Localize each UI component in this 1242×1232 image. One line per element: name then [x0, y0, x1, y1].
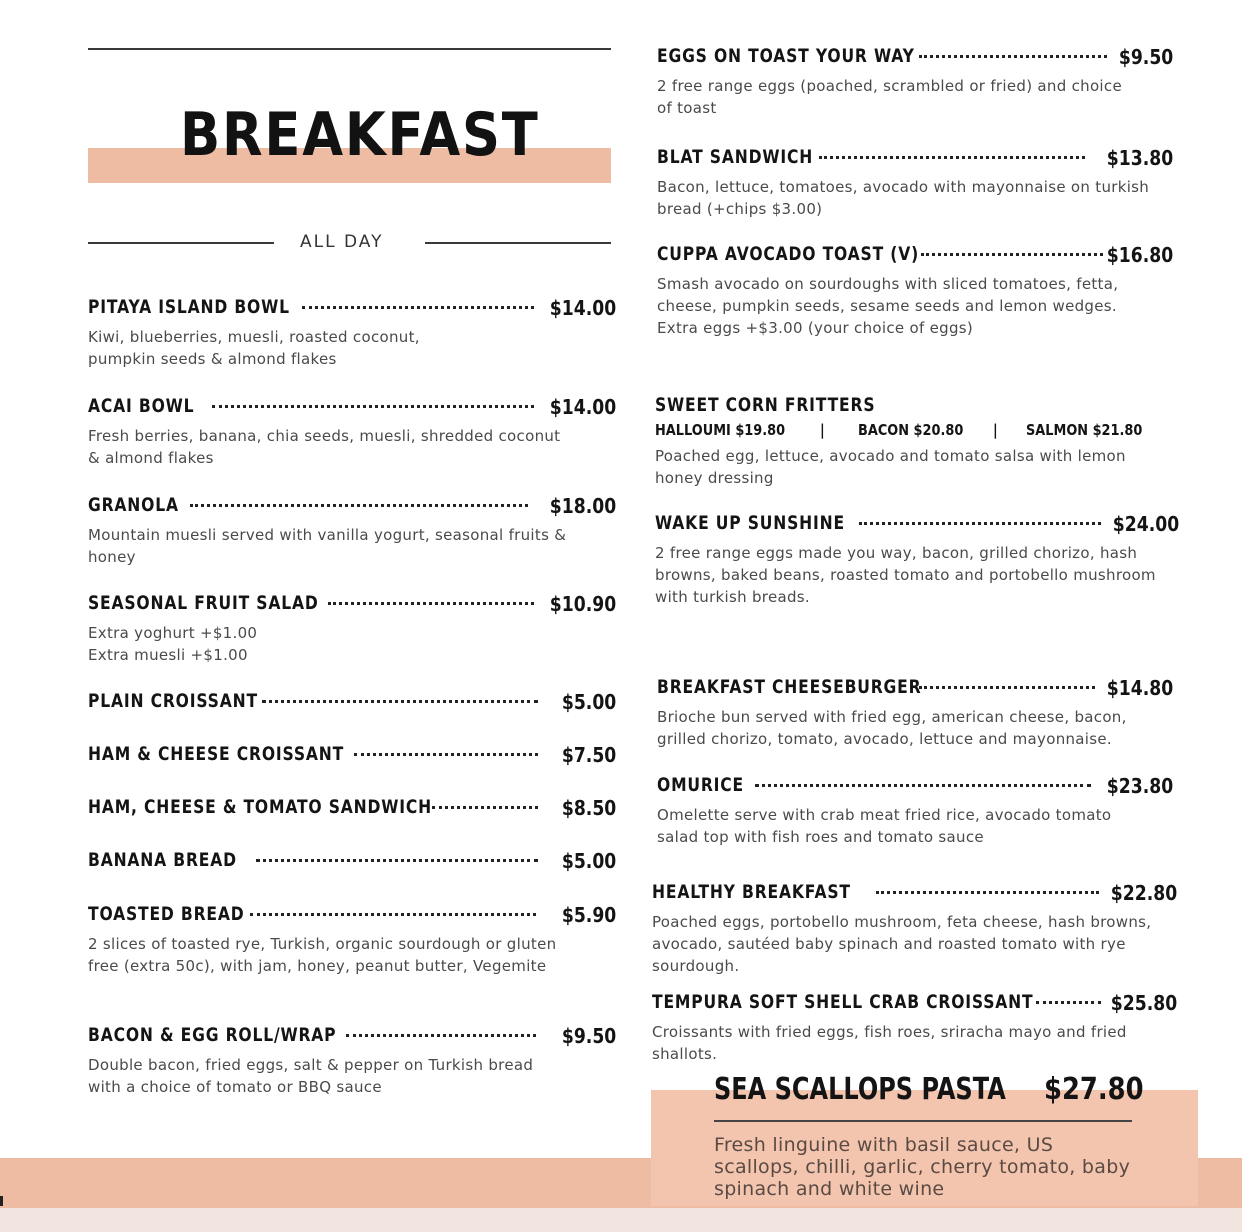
- leader-dots: [859, 522, 1101, 525]
- menu-item-plain-croissant: [88, 690, 616, 720]
- item-name: WAKE UP SUNSHINE: [655, 512, 845, 534]
- menu-item-ham-cheese-croissant: [88, 743, 616, 773]
- special-divider: [714, 1120, 1132, 1122]
- item-description: Smash avocado on sourdoughs with sliced tomatoes, fetta, cheese, pumpkin seeds, sesame seeds and lemon wedges. Extra eggs +$3.00 (your choice of eggs): [657, 275, 1119, 337]
- item-price: $24.00: [1112, 512, 1179, 536]
- item-name: BACON & EGG ROLL/WRAP: [88, 1024, 337, 1046]
- item-description-line: Extra muesli +$1.00: [88, 646, 248, 664]
- item-name: PLAIN CROISSANT: [88, 690, 258, 712]
- item-description: Bacon, lettuce, tomatoes, avocado with mayonnaise on turkish bread (+chips $3.00): [657, 178, 1150, 218]
- leader-dots: [190, 504, 528, 507]
- item-price: $8.50: [561, 796, 616, 820]
- item-price: $9.50: [1118, 45, 1173, 69]
- menu-item-eggs-on-toast: [657, 45, 1173, 119]
- edge-mark: [0, 1196, 3, 1206]
- menu-item-granola: [88, 494, 616, 568]
- page-title: BREAKFAST: [180, 100, 540, 170]
- special-item-description: Fresh linguine with basil sauce, US scallops, chilli, garlic, cherry tomato, baby spinach and white wine: [714, 1134, 1131, 1200]
- menu-item-banana-bread: [88, 849, 616, 879]
- menu-item-pitaya-island-bowl: [88, 296, 616, 370]
- footer-floor: [0, 1208, 1242, 1232]
- item-description: Poached egg, lettuce, avocado and tomato salsa with lemon honey dressing: [655, 447, 1126, 487]
- leader-dots: [919, 55, 1107, 58]
- item-description: Double bacon, fried eggs, salt & pepper on Turkish bread with a choice of tomato or BBQ sauce: [88, 1056, 534, 1096]
- leader-dots: [432, 806, 538, 809]
- item-name: CUPPA AVOCADO TOAST (V): [657, 243, 920, 265]
- item-name: TEMPURA SOFT SHELL CRAB CROISSANT: [652, 991, 1034, 1013]
- menu-item-acai-bowl: [88, 395, 616, 469]
- item-price: $18.00: [549, 494, 616, 518]
- item-price: $10.90: [549, 592, 616, 616]
- item-description: Brioche bun served with fried egg, american cheese, bacon, grilled chorizo, tomato, avocado, lettuce and mayonnaise.: [657, 708, 1127, 748]
- item-price: $16.80: [1106, 243, 1173, 267]
- item-description: Fresh berries, banana, chia seeds, muesli, shredded coconut & almond flakes: [88, 427, 561, 467]
- leader-dots: [1036, 1001, 1101, 1004]
- item-price: $14.00: [549, 395, 616, 419]
- leader-dots: [328, 602, 534, 605]
- item-price: $9.50: [561, 1024, 616, 1048]
- item-name: BREAKFAST CHEESEBURGER: [657, 676, 922, 698]
- item-price: $14.00: [549, 296, 616, 320]
- menu-item-tempura-soft-shell-crab-croissant: [652, 991, 1177, 1065]
- item-name: HEALTHY BREAKFAST: [652, 881, 851, 903]
- menu-item-cuppa-avocado-toast: [657, 243, 1173, 339]
- item-name: ACAI BOWL: [88, 395, 195, 417]
- item-name: HAM & CHEESE CROISSANT: [88, 743, 345, 765]
- item-name: GRANOLA: [88, 494, 179, 516]
- leader-dots: [919, 686, 1095, 689]
- leader-dots: [354, 753, 538, 756]
- item-price: $23.80: [1106, 774, 1173, 798]
- item-name: BANANA BREAD: [88, 849, 237, 871]
- item-name: PITAYA ISLAND BOWL: [88, 296, 290, 318]
- item-price: $7.50: [561, 743, 616, 767]
- item-name: BLAT SANDWICH: [657, 146, 814, 168]
- item-price: $13.80: [1106, 146, 1173, 170]
- item-description: 2 slices of toasted rye, Turkish, organic sourdough or gluten free (extra 50c), with jam, honey, peanut butter, Vegemite: [88, 935, 557, 975]
- item-description: Croissants with fried eggs, fish roes, sriracha mayo and fried shallots.: [652, 1023, 1127, 1063]
- menu-item-blat-sandwich: [657, 146, 1173, 220]
- leader-dots: [921, 253, 1103, 256]
- all-day-label: ALL DAY: [300, 232, 384, 252]
- item-price: $14.80: [1106, 676, 1173, 700]
- leader-dots: [819, 156, 1085, 159]
- item-name: EGGS ON TOAST YOUR WAY: [657, 45, 915, 67]
- all-day-rule-right: [425, 242, 611, 244]
- item-description: 2 free range eggs (poached, scrambled or fried) and choice of toast: [657, 77, 1122, 117]
- item-description: 2 free range eggs made you way, bacon, grilled chorizo, hash browns, baked beans, roasted tomato and portobello mushroom with turkish breads.: [655, 544, 1156, 606]
- item-name: HAM, CHEESE & TOMATO SANDWICH: [88, 796, 433, 818]
- option-salmon: SALMON $21.80: [1026, 421, 1143, 439]
- item-description-line: Extra yoghurt +$1.00: [88, 624, 258, 642]
- menu-item-seasonal-fruit-salad: [88, 592, 616, 666]
- menu-item-healthy-breakfast: [652, 881, 1177, 977]
- item-name: TOASTED BREAD: [88, 903, 245, 925]
- menu-item-sweet-corn-fritters: [655, 394, 1175, 489]
- leader-dots: [755, 784, 1091, 787]
- leader-dots: [302, 306, 534, 309]
- menu-item-wake-up-sunshine: [655, 512, 1179, 608]
- menu-item-ham-cheese-tomato-sandwich: [88, 796, 616, 826]
- item-name: OMURICE: [657, 774, 745, 796]
- option-bacon: BACON $20.80: [858, 421, 964, 439]
- menu-item-breakfast-cheeseburger: [657, 676, 1173, 750]
- all-day-rule-left: [88, 242, 274, 244]
- leader-dots: [256, 859, 538, 862]
- item-description: Omelette serve with crab meat fried rice, avocado tomato salad top with fish roes and tomato sauce: [657, 806, 1112, 846]
- item-description: Poached eggs, portobello mushroom, feta cheese, hash browns, avocado, sautéed baby spinach and roasted tomato with rye sourdough.: [652, 913, 1152, 975]
- menu-item-bacon-egg-roll-wrap: [88, 1024, 616, 1098]
- menu-item-toasted-bread: [88, 903, 616, 977]
- item-price: $22.80: [1110, 881, 1177, 905]
- leader-dots: [250, 913, 536, 916]
- item-price: $5.00: [561, 849, 616, 873]
- special-item-name: SEA SCALLOPS PASTA: [714, 1072, 1006, 1107]
- item-name: SWEET CORN FRITTERS: [655, 394, 876, 416]
- option-separator: |: [820, 421, 825, 439]
- item-price: $5.00: [561, 690, 616, 714]
- option-separator: |: [993, 421, 998, 439]
- leader-dots: [212, 405, 534, 408]
- item-price: $25.80: [1110, 991, 1177, 1015]
- item-price: $5.90: [561, 903, 616, 927]
- option-halloumi: HALLOUMI $19.80: [655, 421, 786, 439]
- item-name: SEASONAL FRUIT SALAD: [88, 592, 319, 614]
- leader-dots: [346, 1034, 536, 1037]
- menu-item-omurice: [657, 774, 1173, 848]
- item-description: Kiwi, blueberries, muesli, roasted coconut, pumpkin seeds & almond flakes: [88, 328, 420, 368]
- top-rule: [88, 48, 611, 50]
- item-description: Mountain muesli served with vanilla yogurt, seasonal fruits & honey: [88, 526, 567, 566]
- special-item-price: $27.80: [1044, 1072, 1144, 1107]
- leader-dots: [876, 891, 1099, 894]
- leader-dots: [262, 700, 538, 703]
